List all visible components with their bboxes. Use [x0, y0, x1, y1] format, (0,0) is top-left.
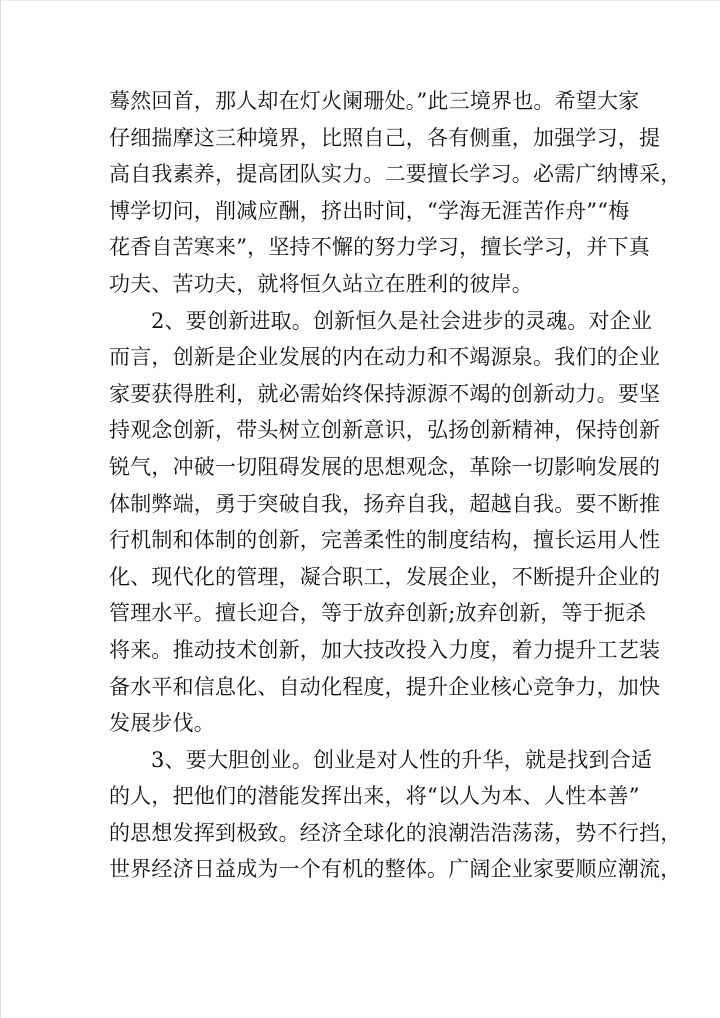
text-line: 而言，创新是企业发展的内在动力和不竭源泉。我们的企业 [109, 345, 661, 370]
text-line: 备水平和信息化、自动化程度，提升企业核心竞争力，加快 [109, 674, 661, 699]
text-line: 化、现代化的管理，凝合职工，发展企业，不断提升企业的 [109, 564, 661, 589]
text-line: 花香自苦寒来”，坚持不懈的努力学习，擅长学习，并下真 [109, 235, 650, 260]
text-line: 行机制和体制的创新，完善柔性的制度结构，擅长运用人性 [109, 528, 661, 553]
text-line: 的人，把他们的潜能发挥出来，将“以人为本、人性本善” [109, 784, 640, 809]
body-text [109, 83, 682, 888]
text-line: 功夫、苦功夫，就将恒久站立在胜利的彼岸。 [109, 271, 533, 296]
text-line: 锐气，冲破一切阻碍发展的思想观念，革除一切影响发展的 [109, 454, 661, 479]
text-line: 高自我素养，提高团队实力。二要擅长学习。必需广纳博采， [109, 162, 682, 187]
text-line: 将来。推动技术创新，加大技改投入力度，着力提升工艺装 [109, 637, 661, 662]
text-line: 的思想发挥到极致。经济全球化的浪潮浩浩荡荡，势不行挡， [109, 820, 682, 845]
text-line: 体制弊端，勇于突破自我，扬弃自我，超越自我。要不断推 [109, 491, 661, 516]
text-line: 仔细揣摩这三种境界，比照自己，各有侧重，加强学习，提 [109, 125, 661, 150]
text-line: 家要获得胜利，就必需始终保持源源不竭的创新动力。要坚 [109, 381, 661, 406]
text-line: 世界经济日益成为一个有机的整体。广阔企业家要顺应潮流， [109, 857, 682, 882]
paragraph-start-line: 3、要大胆创业。创业是对人性的升华，就是找到合适 [151, 747, 653, 772]
paragraph-start-line: 2、要创新进取。创新恒久是社会进步的灵魂。对企业 [151, 308, 653, 333]
text-line: 管理水平。擅长迎合，等于放弃创新;放弃创新，等于扼杀 [109, 601, 647, 626]
text-line: 蓦然回首，那人却在灯火阑珊处。”此三境界也。希望大家 [109, 89, 640, 113]
text-line: 发展步伐。 [109, 711, 215, 736]
text-line: 博学切问，削减应酬，挤出时间，“学海无涯苦作舟”“梅 [109, 198, 630, 223]
text-line: 持观念创新，带头树立创新意识，弘扬创新精神，保持创新 [109, 418, 661, 443]
